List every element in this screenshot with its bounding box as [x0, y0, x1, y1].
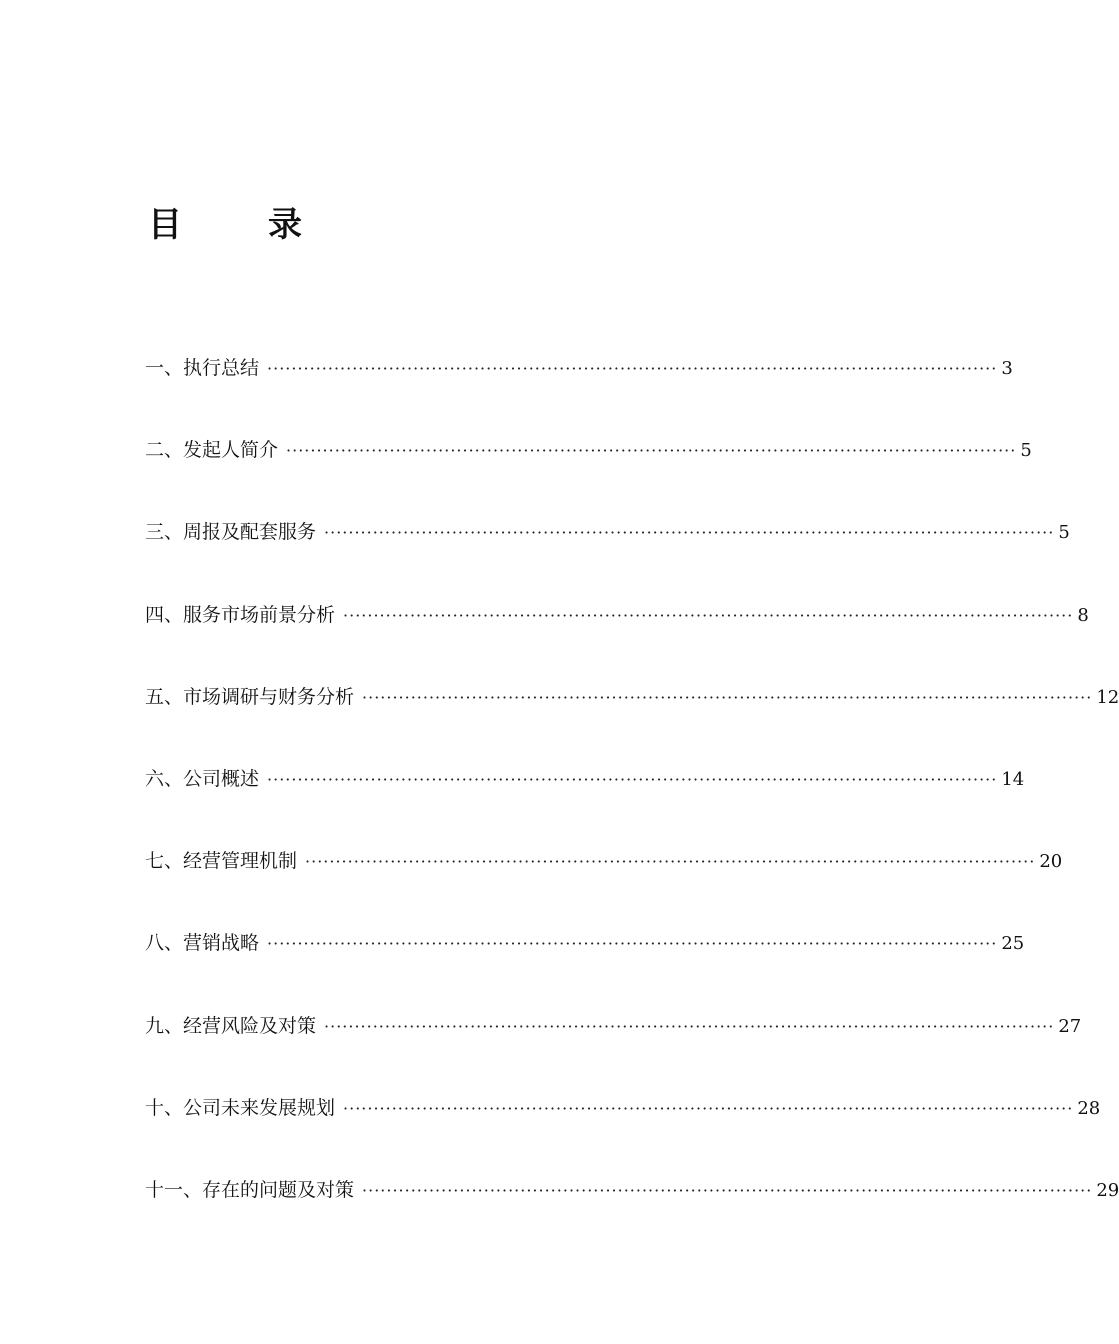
toc-entry-3	[145, 512, 1070, 594]
dot-leader: ························································································································	[324, 523, 1055, 543]
dot-leader: ························································································································	[286, 441, 1017, 461]
toc-entry-label: 六、公司概述	[145, 767, 260, 790]
dot-leader: ························································································································	[343, 1098, 1074, 1118]
toc-entry-label: 九、经营风险及对策	[145, 1014, 317, 1037]
toc-entry-5	[145, 677, 1119, 759]
toc-entry-2	[145, 430, 1032, 512]
toc-entry-page: 8	[1077, 604, 1089, 626]
toc-entry-label: 四、服务市场前景分析	[145, 603, 336, 626]
toc-entry-label: 十、公司未来发展规划	[145, 1096, 336, 1119]
toc-entry-9	[145, 1006, 1082, 1088]
toc-entry-page: 20	[1039, 851, 1063, 873]
toc-entry-page: 12	[1096, 686, 1119, 708]
dot-leader: ························································································································	[362, 687, 1093, 707]
dot-leader: ························································································································	[343, 605, 1074, 625]
toc-entry-page: 5	[1020, 440, 1032, 462]
toc-entry-label: 二、发起人简介	[145, 439, 279, 462]
toc-entry-8	[145, 923, 1025, 1005]
toc-entry-6	[145, 759, 1025, 841]
dot-leader: ························································································································	[267, 359, 998, 378]
toc-title: 目 录	[148, 205, 328, 245]
toc-entry-1	[145, 348, 1013, 430]
dot-leader: ························································································································	[305, 852, 1036, 872]
dot-leader: ························································································································	[267, 769, 998, 789]
toc-entry-11	[145, 1170, 1119, 1252]
toc-entry-page: 3	[1001, 358, 1013, 379]
dot-leader: ························································································································	[267, 934, 998, 954]
toc-entry-label: 七、经营管理机制	[145, 850, 298, 873]
toc-entry-4	[145, 595, 1089, 677]
table-of-contents	[145, 348, 1119, 1252]
toc-entry-page: 25	[1001, 933, 1025, 955]
dot-leader: ························································································································	[362, 1180, 1093, 1200]
toc-entry-label: 十一、存在的问题及对策	[145, 1178, 355, 1201]
dot-leader: ························································································································	[324, 1016, 1055, 1036]
toc-entry-page: 5	[1058, 522, 1070, 544]
toc-entry-7	[145, 841, 1063, 923]
toc-entry-label: 三、周报及配套服务	[145, 521, 317, 544]
toc-entry-label: 一、执行总结	[145, 357, 260, 379]
toc-entry-10	[145, 1088, 1101, 1170]
toc-entry-page: 29	[1096, 1179, 1119, 1201]
toc-entry-page: 14	[1001, 768, 1025, 790]
toc-entry-label: 五、市场调研与财务分析	[145, 685, 355, 708]
toc-entry-page: 27	[1058, 1015, 1082, 1037]
toc-entry-page: 28	[1077, 1097, 1101, 1119]
toc-entry-label: 八、营销战略	[145, 932, 260, 955]
